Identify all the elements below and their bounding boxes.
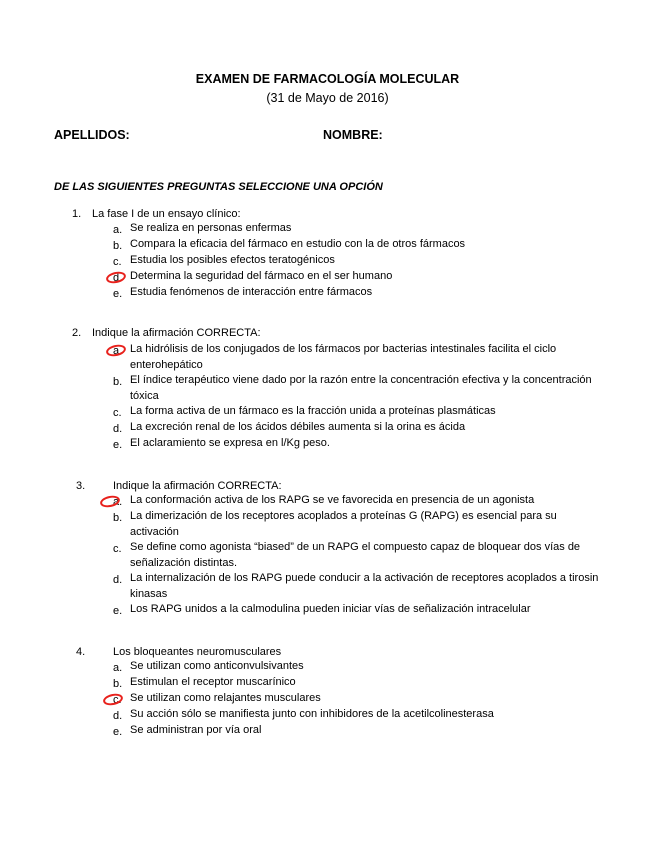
q2-option-e-text[interactable]: El aclaramiento se expresa en l/Kg peso. <box>130 437 330 449</box>
q4-option-e-text[interactable]: Se administran por vía oral <box>130 724 262 736</box>
apellidos-label: APELLIDOS: <box>54 128 130 142</box>
q3-option-b-text[interactable]: La dimerización de los receptores acoplados a proteínas G (RAPG) es esencial para su activación <box>130 510 557 538</box>
q2-option-e-letter[interactable]: e. <box>113 439 123 451</box>
question-4-number: 4. <box>76 646 86 658</box>
q1-option-d-text[interactable]: Determina la seguridad del fármaco en el ser humano <box>130 270 393 282</box>
q1-option-a-text[interactable]: Se realiza en personas enfermas <box>130 222 292 234</box>
instructions: DE LAS SIGUIENTES PREGUNTAS SELECCIONE UNA OPCIÓN <box>54 181 383 193</box>
q4-option-c-text[interactable]: Se utilizan como relajantes musculares <box>130 692 321 704</box>
q1-option-d-letter[interactable]: d. <box>113 272 123 284</box>
q1-option-b-letter[interactable]: b. <box>113 240 123 252</box>
q1-option-b-text[interactable]: Compara la eficacia del fármaco en estudio con la de otros fármacos <box>130 238 466 250</box>
exam-date: (31 de Mayo de 2016) <box>266 91 389 105</box>
q2-option-a-text[interactable]: La hidrólisis de los conjugados de los fármacos por bacterias intestinales facilita el ciclo enterohepático <box>130 343 557 371</box>
q4-option-d-letter[interactable]: d. <box>113 710 123 722</box>
q1-option-c-letter[interactable]: c. <box>113 256 122 268</box>
q3-option-a-text[interactable]: La conformación activa de los RAPG se ve favorecida en presencia de un agonista <box>130 494 535 506</box>
q2-option-c-letter[interactable]: c. <box>113 407 122 419</box>
q4-option-d-text[interactable]: Su acción sólo se manifiesta junto con inhibidores de la acetilcolinesterasa <box>130 708 494 720</box>
q3-option-c-letter[interactable]: c. <box>113 543 122 555</box>
q1-option-e-letter[interactable]: e. <box>113 288 123 300</box>
q2-option-b-letter[interactable]: b. <box>113 376 123 388</box>
q4-option-a-text[interactable]: Se utilizan como anticonvulsivantes <box>130 660 304 672</box>
q4-option-b-letter[interactable]: b. <box>113 678 123 690</box>
q4-option-b-text[interactable]: Estimulan el receptor muscarínico <box>130 676 296 688</box>
q1-option-a-letter[interactable]: a. <box>113 224 123 236</box>
q4-option-e-letter[interactable]: e. <box>113 726 123 738</box>
q2-option-b-text[interactable]: El índice terapéutico viene dado por la razón entre la concentración efectiva y la concentración tóxica <box>130 374 592 402</box>
q3-option-d-letter[interactable]: d. <box>113 574 123 586</box>
q2-option-d-letter[interactable]: d. <box>113 423 123 435</box>
q2-option-d-text[interactable]: La excreción renal de los ácidos débiles aumenta si la orina es ácida <box>130 421 466 433</box>
question-3-number: 3. <box>76 480 86 492</box>
q4-option-c-letter[interactable]: c. <box>113 694 122 706</box>
q3-option-d-text[interactable]: La internalización de los RAPG puede conducir a la activación de receptores acoplados a tirosin kinasas <box>130 572 599 600</box>
exam-title: EXAMEN DE FARMACOLOGÍA MOLECULAR <box>195 72 460 86</box>
q3-option-e-letter[interactable]: e. <box>113 605 123 617</box>
q1-option-e-text[interactable]: Estudia fenómenos de interacción entre fármacos <box>130 286 373 298</box>
question-3-text: Indique la afirmación CORRECTA: <box>113 480 282 492</box>
q4-option-a-letter[interactable]: a. <box>113 662 123 674</box>
question-1-number: 1. <box>72 208 82 220</box>
q3-option-a-letter[interactable]: a. <box>113 496 123 508</box>
q3-option-e-text[interactable]: Los RAPG unidos a la calmodulina pueden iniciar vías de señalización intracelular <box>130 603 531 615</box>
q1-option-c-text[interactable]: Estudia los posibles efectos teratogénicos <box>130 254 335 266</box>
question-2-text: Indique la afirmación CORRECTA: <box>92 327 261 339</box>
question-2-number: 2. <box>72 327 82 339</box>
q3-option-c-text[interactable]: Se define como agonista “biased” de un RAPG el compuesto capaz de bloquear dos vías de señalización distintas. <box>130 541 581 569</box>
q3-option-b-letter[interactable]: b. <box>113 512 123 524</box>
q2-option-c-text[interactable]: La forma activa de un fármaco es la fracción unida a proteínas plasmáticas <box>130 405 496 417</box>
question-1-text: La fase I de un ensayo clínico: <box>92 208 241 220</box>
question-4-text: Los bloqueantes neuromusculares <box>113 646 282 658</box>
q2-option-a-letter[interactable]: a. <box>113 345 123 357</box>
nombre-label: NOMBRE: <box>323 128 383 142</box>
